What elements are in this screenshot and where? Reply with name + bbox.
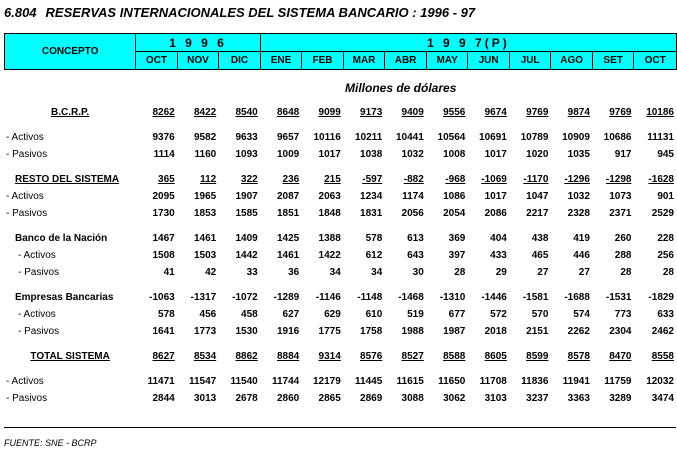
month-header: DIC [219, 52, 260, 70]
value-cell: 3237 [526, 393, 549, 404]
table-row [4, 264, 677, 281]
value-cell: 215 [324, 174, 341, 185]
value-cell: 9769 [526, 107, 549, 118]
value-cell: 1758 [360, 326, 383, 337]
table-row [4, 104, 677, 121]
value-cell: 1388 [318, 233, 341, 244]
value-cell: 1503 [193, 250, 217, 261]
value-cell: 901 [657, 191, 674, 202]
value-cell: 12179 [312, 376, 341, 387]
spacer-row [4, 121, 677, 129]
value-cell: 1442 [235, 250, 258, 261]
value-cell: 9633 [235, 132, 258, 143]
value-cell: 2865 [318, 393, 341, 404]
value-cell: 112 [200, 174, 217, 185]
table-row [4, 188, 677, 205]
value-cell: -1146 [315, 292, 341, 303]
value-cell: 33 [246, 267, 258, 278]
table-row [4, 171, 677, 188]
value-cell: 9173 [360, 107, 383, 118]
value-cell: 1038 [360, 149, 383, 160]
value-cell: 1032 [401, 149, 424, 160]
value-cell: 1461 [193, 233, 217, 244]
value-cell: 1047 [526, 191, 549, 202]
value-cell: 9556 [443, 107, 466, 118]
value-cell: -1310 [439, 292, 466, 303]
value-cell: 228 [657, 233, 674, 244]
value-cell: 1907 [235, 191, 258, 202]
value-cell: 10186 [646, 107, 674, 118]
value-cell: 8534 [193, 351, 217, 362]
row-label: Empresas Bancarias [15, 292, 114, 303]
value-cell: 773 [614, 309, 632, 320]
row-label: - Pasivos [6, 208, 48, 219]
row-label: - Pasivos [6, 149, 48, 160]
value-cell: 1641 [152, 326, 175, 337]
value-cell: -1148 [357, 292, 383, 303]
value-cell: 2063 [318, 191, 341, 202]
value-cell: 633 [657, 309, 674, 320]
spacer-row [4, 340, 677, 348]
value-cell: 465 [531, 250, 549, 261]
month-header: NOV [177, 52, 219, 70]
value-cell: 28 [620, 267, 632, 278]
value-cell: 8470 [609, 351, 632, 362]
value-cell: 36 [288, 267, 300, 278]
value-cell: 1851 [276, 208, 300, 219]
value-cell: 11547 [188, 376, 217, 387]
value-cell: -1289 [273, 292, 300, 303]
value-cell: 9582 [193, 132, 217, 143]
row-label: - Pasivos [18, 267, 60, 278]
value-cell: -1829 [648, 292, 674, 303]
value-cell: 11445 [355, 376, 383, 387]
value-cell: 1585 [235, 208, 258, 219]
value-cell: 2304 [609, 326, 632, 337]
value-cell: 11836 [521, 376, 549, 387]
value-cell: 8578 [567, 351, 590, 362]
table-row [4, 205, 677, 222]
bottom-rule [4, 427, 676, 428]
row-label: - Pasivos [18, 326, 60, 337]
value-cell: -1296 [564, 174, 590, 185]
data-table [4, 104, 677, 407]
value-cell: 1467 [152, 233, 175, 244]
value-cell: 1093 [235, 149, 258, 160]
value-cell: 1916 [276, 326, 300, 337]
row-label: - Pasivos [6, 393, 48, 404]
value-cell: 2462 [651, 326, 674, 337]
row-label: - Activos [6, 376, 44, 387]
table-row [4, 323, 677, 340]
value-cell: 1831 [360, 208, 383, 219]
value-cell: 574 [573, 309, 590, 320]
value-cell: 458 [241, 309, 258, 320]
month-header: ABR [385, 52, 427, 70]
value-cell: 10116 [313, 132, 341, 143]
value-cell: 1035 [567, 149, 590, 160]
value-cell: 10686 [603, 132, 632, 143]
table-row [4, 373, 677, 390]
spacer-row [4, 222, 677, 230]
table-row [4, 247, 677, 264]
value-cell: 438 [531, 233, 549, 244]
value-cell: 8884 [276, 351, 300, 362]
concept-header: CONCEPTO [5, 34, 136, 70]
value-cell: 27 [578, 267, 590, 278]
value-cell: 1174 [402, 191, 424, 202]
value-cell: 10789 [520, 132, 549, 143]
value-cell: 1409 [235, 233, 258, 244]
value-cell: 28 [454, 267, 466, 278]
value-cell: 1008 [443, 149, 466, 160]
value-cell: 1160 [194, 149, 217, 160]
value-cell: 433 [490, 250, 507, 261]
table-row [4, 289, 677, 306]
row-label: Banco de la Nación [15, 233, 108, 244]
value-cell: 8558 [651, 351, 674, 362]
month-header: FEB [302, 52, 344, 70]
value-cell: 1017 [318, 149, 341, 160]
value-cell: 11759 [604, 376, 632, 387]
value-cell: 322 [241, 174, 258, 185]
month-header: AGO [551, 52, 593, 70]
table-row [4, 348, 677, 365]
value-cell: 8605 [484, 351, 507, 362]
value-cell: 34 [371, 267, 383, 278]
value-cell: -882 [403, 174, 424, 185]
value-cell: 1530 [235, 326, 258, 337]
value-cell: 288 [614, 250, 632, 261]
value-cell: 1073 [609, 191, 632, 202]
value-cell: 9314 [318, 351, 341, 362]
value-cell: 1773 [193, 326, 217, 337]
month-header: JUN [468, 52, 510, 70]
value-cell: 8576 [360, 351, 383, 362]
value-cell: 2217 [526, 208, 549, 219]
value-cell: 2844 [152, 393, 175, 404]
value-cell: 260 [614, 233, 632, 244]
value-cell: 2086 [484, 208, 507, 219]
value-cell: 917 [614, 149, 632, 160]
value-cell: 11744 [271, 376, 300, 387]
value-cell: 11131 [647, 132, 674, 143]
month-header: JUL [509, 52, 550, 70]
value-cell: 236 [282, 174, 300, 185]
value-cell: 8599 [526, 351, 549, 362]
value-cell: 629 [324, 309, 341, 320]
value-cell: 10441 [395, 132, 424, 143]
value-cell: 613 [407, 233, 424, 244]
value-cell: 3062 [443, 393, 466, 404]
value-cell: 397 [448, 250, 466, 261]
value-cell: 519 [407, 309, 424, 320]
value-cell: 10564 [437, 132, 466, 143]
value-cell: -1468 [398, 292, 424, 303]
table-title [4, 5, 475, 20]
row-label: TOTAL SISTEMA [30, 351, 110, 362]
value-cell: 10909 [562, 132, 590, 143]
value-cell: 8588 [443, 351, 466, 362]
value-cell: -1298 [605, 174, 632, 185]
value-cell: 404 [490, 233, 507, 244]
value-cell: -1063 [149, 292, 175, 303]
table-row [4, 390, 677, 407]
table-row [4, 146, 677, 163]
value-cell: 8262 [152, 107, 175, 118]
value-cell: 11708 [479, 376, 507, 387]
value-cell: 34 [329, 267, 341, 278]
table-row [4, 230, 677, 247]
value-cell: 1086 [443, 191, 466, 202]
spacer-row [4, 281, 677, 289]
value-cell: 9376 [152, 132, 175, 143]
value-cell: 1114 [153, 149, 175, 160]
value-cell: 1425 [276, 233, 300, 244]
value-cell: 643 [407, 250, 424, 261]
value-cell: 2262 [567, 326, 590, 337]
table-number: 6.804 [4, 5, 37, 20]
value-cell: 1032 [567, 191, 590, 202]
value-cell: 42 [205, 267, 217, 278]
value-cell: 612 [365, 250, 383, 261]
row-label: - Activos [18, 250, 56, 261]
value-cell: 1017 [484, 149, 507, 160]
month-header: OCT [634, 52, 677, 70]
value-cell: 8627 [152, 351, 175, 362]
value-cell: 1853 [193, 208, 217, 219]
value-cell: 1017 [484, 191, 507, 202]
value-cell: 610 [365, 309, 383, 320]
value-cell: 256 [657, 250, 674, 261]
value-cell: 1987 [443, 326, 466, 337]
value-cell: 1461 [276, 250, 300, 261]
value-cell: -1170 [523, 174, 549, 185]
table-row [4, 306, 677, 323]
value-cell: 419 [573, 233, 590, 244]
month-header: MAR [343, 52, 385, 70]
value-cell: 27 [537, 267, 549, 278]
value-cell: 29 [495, 267, 507, 278]
value-cell: 1508 [152, 250, 175, 261]
value-cell: 8648 [276, 107, 300, 118]
value-cell: 11540 [230, 376, 258, 387]
value-cell: 1009 [276, 149, 300, 160]
value-cell: -1446 [481, 292, 507, 303]
value-cell: 1848 [318, 208, 341, 219]
header-table [4, 33, 677, 70]
year-1996-header: 1 9 9 6 [136, 34, 261, 52]
value-cell: 11471 [147, 376, 175, 387]
value-cell: 2869 [360, 393, 383, 404]
value-cell: 11615 [396, 376, 424, 387]
row-label: - Activos [6, 191, 44, 202]
value-cell: 3013 [193, 393, 217, 404]
value-cell: 8540 [235, 107, 258, 118]
value-cell: 446 [573, 250, 590, 261]
value-cell: 30 [412, 267, 424, 278]
value-cell: 11941 [562, 376, 590, 387]
value-cell: 578 [365, 233, 383, 244]
value-cell: 456 [199, 309, 217, 320]
month-header: SET [592, 52, 633, 70]
unit-label: Millones de dólares [345, 81, 457, 95]
value-cell: 2860 [276, 393, 300, 404]
value-cell: 677 [448, 309, 466, 320]
value-cell: 2371 [609, 208, 632, 219]
value-cell: -1581 [522, 292, 549, 303]
value-cell: 365 [158, 174, 175, 185]
value-cell: 1775 [318, 326, 341, 337]
value-cell: 9674 [484, 107, 507, 118]
month-header: MAY [426, 52, 468, 70]
row-label: B.C.R.P. [51, 107, 90, 118]
table-row [4, 129, 677, 146]
value-cell: -1317 [190, 292, 217, 303]
row-label: - Activos [6, 132, 44, 143]
value-cell: 10691 [479, 132, 507, 143]
value-cell: 1020 [526, 149, 549, 160]
value-cell: 3474 [651, 393, 674, 404]
value-cell: 1965 [193, 191, 217, 202]
value-cell: 9099 [318, 107, 341, 118]
source-note: FUENTE: SNE - BCRP [4, 438, 97, 448]
value-cell: -1688 [564, 292, 590, 303]
value-cell: 1422 [318, 250, 341, 261]
spacer-row [4, 365, 677, 373]
value-cell: 41 [163, 267, 175, 278]
value-cell: 1234 [360, 191, 383, 202]
value-cell: 369 [448, 233, 466, 244]
value-cell: 1730 [152, 208, 175, 219]
value-cell: 3088 [401, 393, 424, 404]
table-title-text: RESERVAS INTERNACIONALES DEL SISTEMA BANCARIO : 1996 - 97 [45, 5, 476, 20]
value-cell: 578 [158, 309, 175, 320]
value-cell: 2678 [235, 393, 258, 404]
value-cell: -1628 [648, 174, 674, 185]
value-cell: 2095 [152, 191, 175, 202]
row-label: - Activos [18, 309, 56, 320]
spacer-row [4, 163, 677, 171]
value-cell: 9409 [401, 107, 424, 118]
value-cell: 945 [657, 149, 674, 160]
value-cell: 10211 [355, 132, 383, 143]
value-cell: 8422 [193, 107, 217, 118]
month-header: OCT [136, 52, 178, 70]
value-cell: 1988 [401, 326, 424, 337]
value-cell: -1069 [481, 174, 507, 185]
value-cell: -968 [445, 174, 466, 185]
value-cell: 28 [662, 267, 674, 278]
value-cell: -597 [362, 174, 383, 185]
value-cell: 2018 [484, 326, 507, 337]
value-cell: 2529 [651, 208, 674, 219]
value-cell: -1531 [605, 292, 632, 303]
value-cell: 2151 [526, 326, 549, 337]
value-cell: 3103 [484, 393, 507, 404]
value-cell: 2054 [443, 208, 466, 219]
value-cell: 9657 [276, 132, 300, 143]
month-header: ENE [260, 52, 302, 70]
value-cell: 12032 [646, 376, 674, 387]
value-cell: 2087 [276, 191, 300, 202]
value-cell: 8527 [401, 351, 424, 362]
value-cell: -1072 [232, 292, 258, 303]
value-cell: 3289 [609, 393, 632, 404]
value-cell: 3363 [567, 393, 590, 404]
value-cell: 8862 [235, 351, 258, 362]
value-cell: 627 [282, 309, 300, 320]
value-cell: 2328 [567, 208, 590, 219]
value-cell: 11650 [438, 376, 466, 387]
year-1997-header: 1 9 9 7(P) [260, 34, 676, 52]
value-cell: 2056 [401, 208, 424, 219]
row-label: RESTO DEL SISTEMA [15, 174, 120, 185]
value-cell: 9874 [567, 107, 590, 118]
value-cell: 9769 [609, 107, 632, 118]
value-cell: 570 [531, 309, 549, 320]
value-cell: 572 [490, 309, 507, 320]
